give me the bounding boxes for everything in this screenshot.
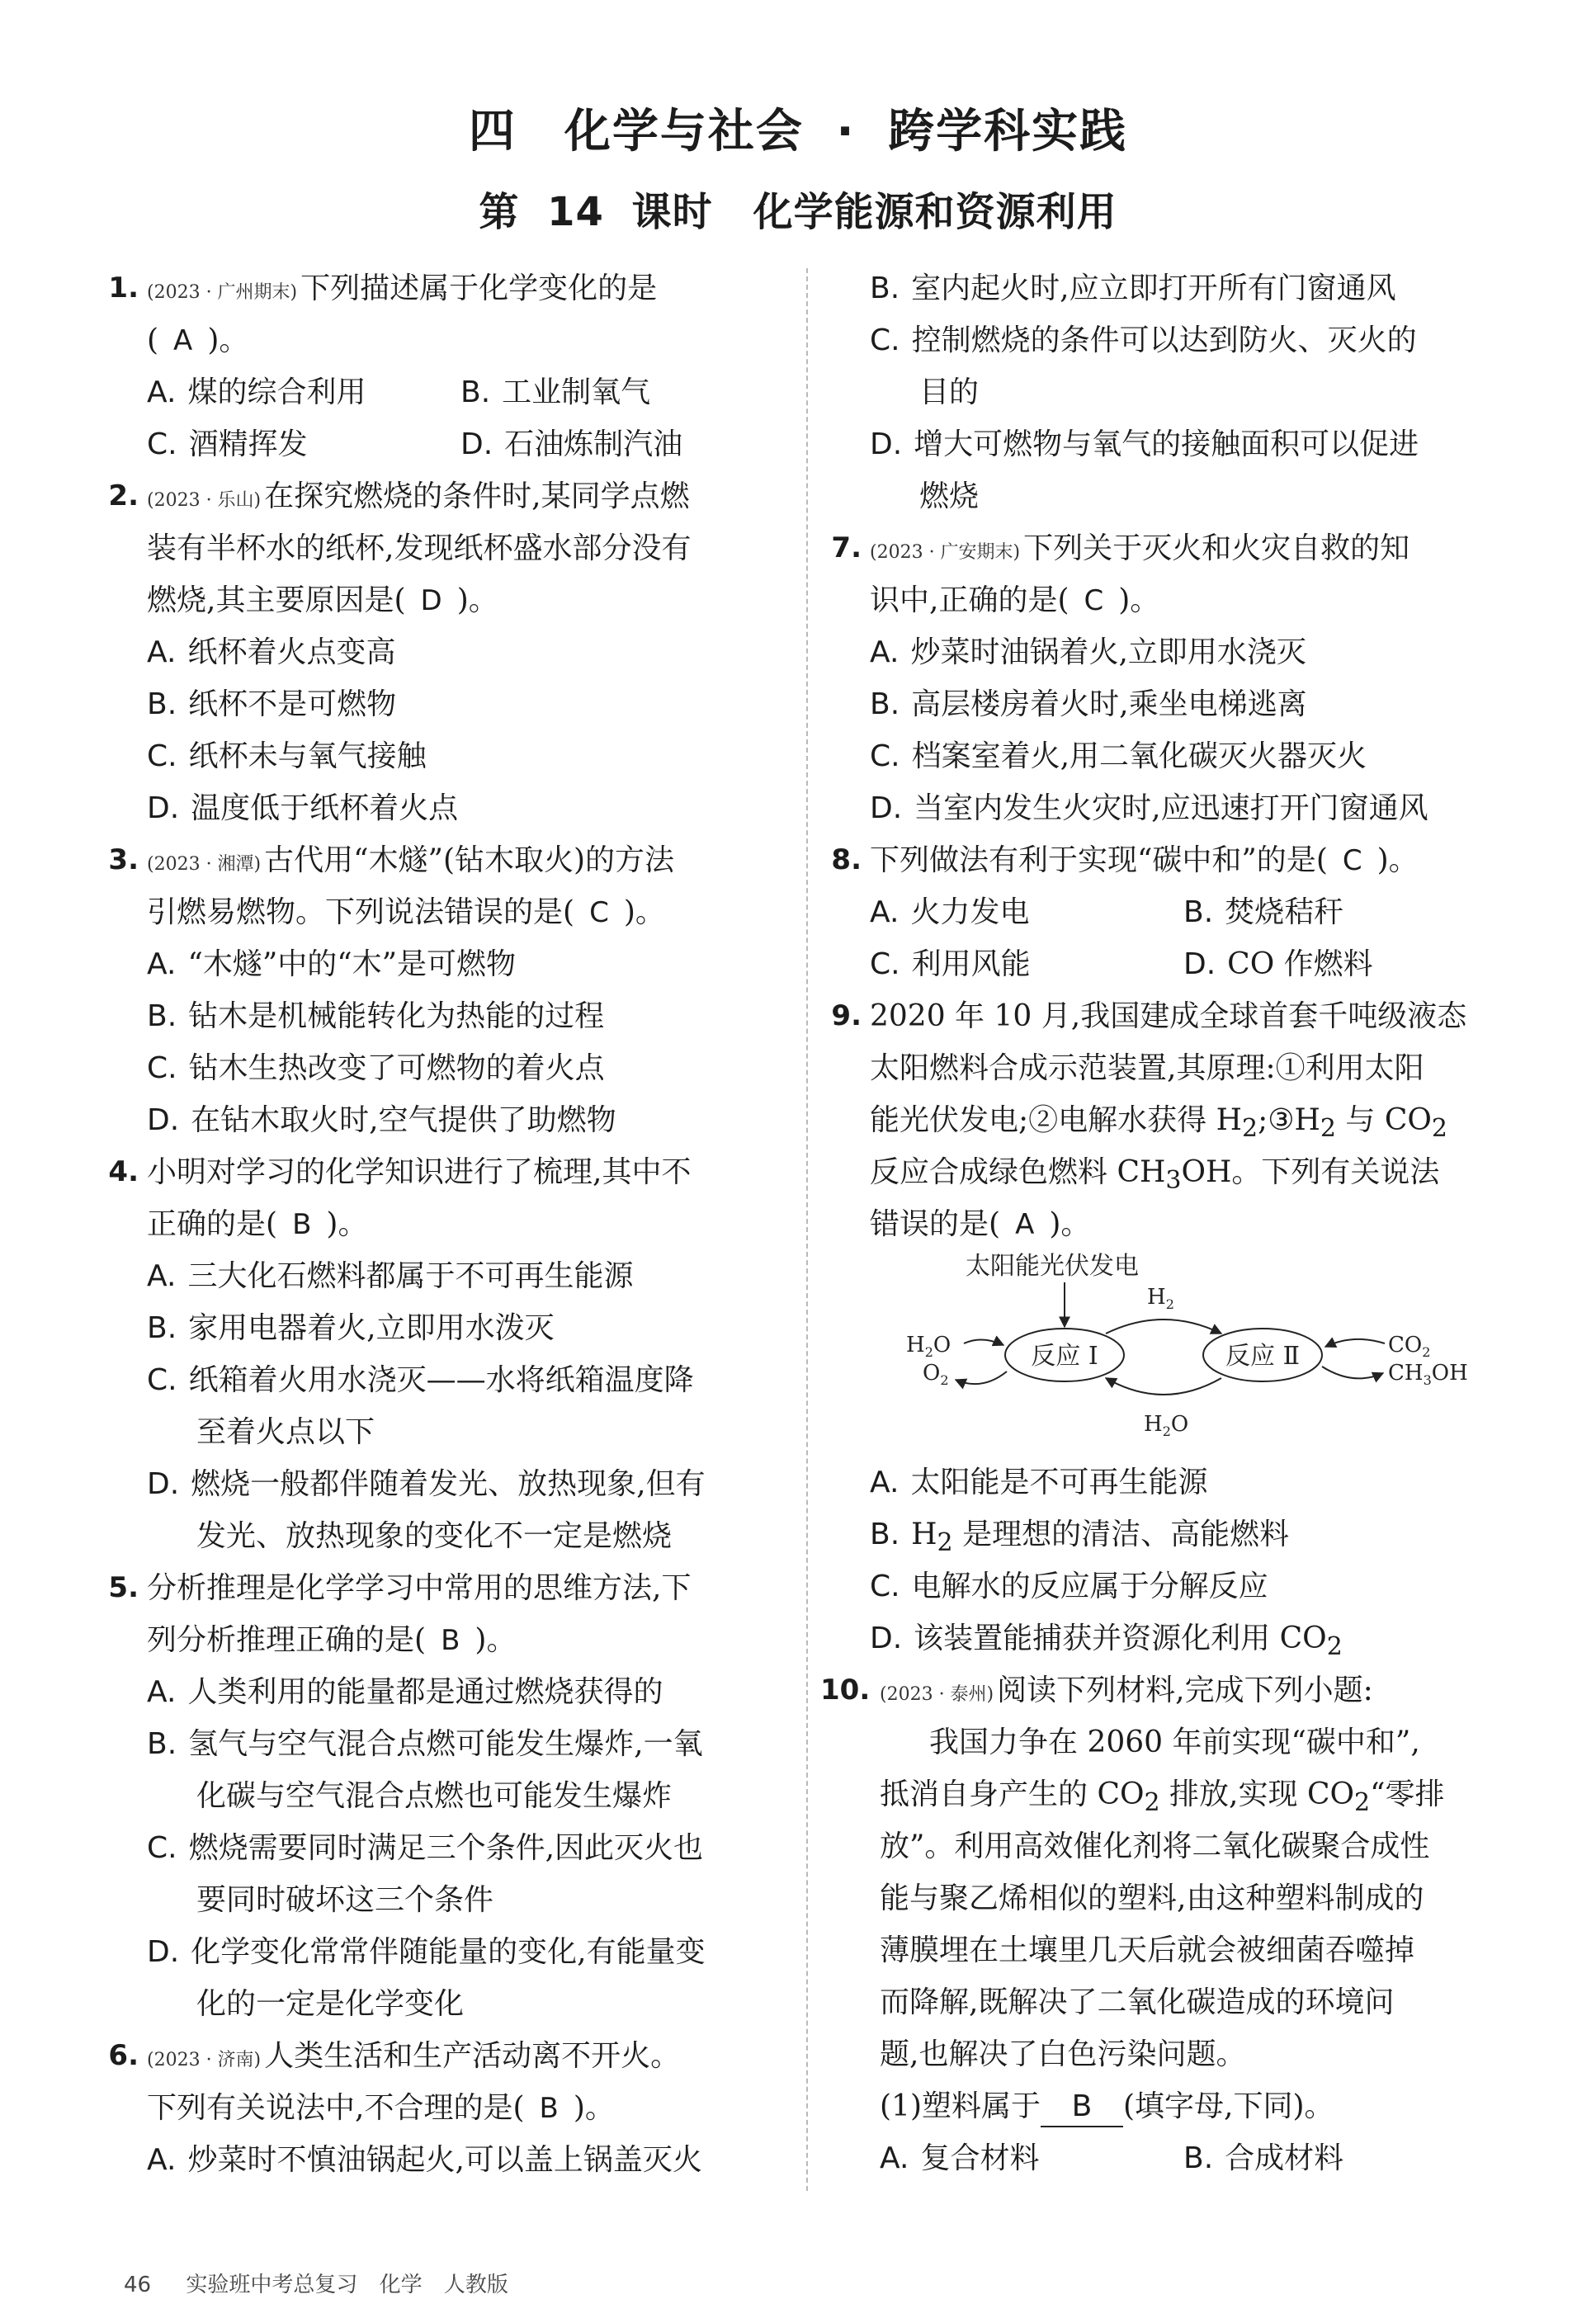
option-b: B. 高层楼房着火时,乘坐电梯逃离 — [870, 687, 1307, 721]
book-title: 实验班中考总复习 — [186, 2273, 358, 2297]
o2-output-label: $O_2$ — [923, 1361, 949, 1388]
answer: C — [1342, 844, 1362, 877]
question-source: (2023 · 广安期末) — [870, 542, 1021, 563]
h2-label: $H_2$ — [1147, 1285, 1174, 1312]
answer: C — [1084, 584, 1104, 617]
question-stem: 下列描述属于化学变化的是 — [300, 271, 658, 305]
reaction-2-label: 反应 Ⅱ — [1225, 1342, 1300, 1371]
answer: A — [1015, 1208, 1035, 1241]
question-stem: 列分析推理正确的是 — [147, 1623, 415, 1657]
option-a: A. 炒菜时不慎油锅起火,可以盖上锅盖灭火 — [147, 2143, 702, 2177]
question-stem: 下列有关说法中,不合理的是 — [147, 2091, 513, 2125]
question-source: (2023 · 乐山) — [147, 490, 262, 511]
option-b-continued: 化碳与空气混合点燃也可能发生爆炸 — [196, 1779, 673, 1813]
question-number: 5. — [108, 1571, 139, 1604]
option-b: B. $H_2$ 是理想的清洁、高能燃料 — [870, 1518, 1290, 1558]
question-number: 4. — [108, 1155, 139, 1188]
question-number: 3. — [108, 843, 139, 876]
subject: 化学 — [379, 2273, 423, 2297]
option-a: A. 煤的综合利用 — [147, 375, 366, 409]
h2o-return-arrow — [1106, 1378, 1221, 1395]
passage-line: 题,也解决了白色污染问题。 — [880, 2037, 1246, 2071]
question-source: (2023 · 广州期末) — [147, 282, 298, 303]
passage-line: 放”。利用高效催化剂将二氧化碳聚合成性 — [880, 1829, 1430, 1863]
reaction-flow-diagram — [900, 1248, 1527, 1438]
question-stem: 引燃易燃物。下列说法错误的是 — [147, 895, 564, 929]
option-c: C. 纸杯未与氧气接触 — [147, 739, 427, 773]
option-c-continued: 要同时破坏这三个条件 — [196, 1883, 494, 1917]
option-c: C. 钻木生热改变了可燃物的着火点 — [147, 1051, 605, 1085]
h2o-input-arrow — [964, 1339, 1003, 1345]
answer: B — [292, 1208, 312, 1241]
ch3oh-output-arrow — [1322, 1367, 1383, 1378]
question-stem: 太阳燃料合成示范装置,其原理:①利用太阳 — [870, 1051, 1424, 1085]
passage-line: 而降解,既解决了二氧化碳造成的环境问 — [880, 1985, 1395, 2019]
question-source: (2023 · 济南) — [147, 2050, 262, 2070]
option-d: D. 在钻木取火时,空气提供了助燃物 — [147, 1103, 616, 1137]
answer: B — [539, 2092, 559, 2125]
option-d: D. CO 作燃料 — [1183, 947, 1373, 981]
option-a: A. 人类利用的能量都是通过燃烧获得的 — [147, 1675, 663, 1709]
option-d: D. 温度低于纸杯着火点 — [147, 791, 459, 825]
question-stem: 小明对学习的化学知识进行了梳理,其中不 — [147, 1155, 692, 1189]
ch3oh-output-label: $CH_3OH$ — [1388, 1361, 1468, 1388]
option-b: B. 室内起火时,应立即打开所有门窗通风 — [870, 271, 1396, 305]
question-stem: 反应合成绿色燃料 $CH_3OH$。下列有关说法 — [870, 1155, 1440, 1196]
option-b: B. 氢气与空气混合点燃可能发生爆炸,一氧 — [147, 1727, 703, 1761]
co2-input-arrow — [1325, 1339, 1385, 1347]
o2-output-arrow — [956, 1371, 1007, 1384]
option-c: C. 控制燃烧的条件可以达到防火、灭火的 — [870, 323, 1417, 357]
option-c: C. 档案室着火,用二氧化碳灭火器灭火 — [870, 739, 1367, 773]
question-number: 6. — [108, 2039, 139, 2072]
question-number: 10. — [820, 1674, 871, 1707]
option-b: B. 工业制氧气 — [460, 375, 651, 409]
h2o-label: $H_2O$ — [1144, 1412, 1189, 1438]
option-d: D. 当室内发生火灾时,应迅速打开门窗通风 — [870, 791, 1428, 825]
passage-line: 我国力争在 2060 年前实现“碳中和”, — [929, 1726, 1420, 1759]
question-stem: 阅读下列材料,完成下列小题: — [997, 1674, 1373, 1707]
answer: B — [441, 1624, 460, 1657]
stem-end: 。 — [219, 323, 249, 357]
option-c-continued: 至着火点以下 — [196, 1415, 375, 1449]
option-a: A. “木燧”中的“木”是可燃物 — [147, 947, 517, 981]
lesson-title: 第 14 课时 化学能源和资源利用 — [479, 189, 1117, 235]
column-divider — [806, 268, 808, 2191]
option-a: A. 炒菜时油锅着火,立即用水浇灭 — [870, 635, 1306, 669]
question-stem: 燃烧,其主要原因是 — [147, 583, 394, 617]
question-source: (2023 · 湘潭) — [147, 854, 262, 875]
passage-line: 抵消自身产生的 $CO_2$ 排放,实现 $CO_2“$零排 — [880, 1777, 1445, 1818]
question-number: 8. — [831, 843, 862, 876]
option-a: A. 三大化石燃料都属于不可再生能源 — [147, 1259, 634, 1293]
page-footer — [124, 2268, 523, 2298]
answer-blank: B — [1041, 2088, 1123, 2127]
question-stem: 下列做法有利于实现“碳中和”的是 — [870, 843, 1316, 877]
option-c: C. 利用风能 — [870, 947, 1031, 981]
edition: 人教版 — [443, 2273, 508, 2297]
question-stem: 装有半杯水的纸杯,发现纸杯盛水部分没有 — [147, 531, 692, 565]
question-stem: 2020 年 10 月,我国建成全球首套千吨级液态 — [870, 999, 1467, 1033]
reaction-1-label: 反应 Ⅰ — [1031, 1342, 1098, 1371]
option-d: D. 增大可燃物与氧气的接触面积可以促进 — [870, 427, 1419, 461]
answer: D — [420, 584, 442, 617]
answer: A — [173, 324, 193, 357]
option-d: D. 化学变化常常伴随能量的变化,有能量变 — [147, 1935, 706, 1969]
unit-title: 四 化学与社会 · 跨学科实践 — [468, 105, 1128, 158]
solar-pv-label: 太阳能光伏发电 — [966, 1252, 1139, 1281]
option-c: C. 燃烧需要同时满足三个条件,因此灭火也 — [147, 1831, 704, 1865]
sub-question: (1)塑料属于 B (填字母,下同)。 — [880, 2080, 1513, 2132]
option-b: B. 合成材料 — [1183, 2141, 1344, 2175]
option-a: A. 火力发电 — [870, 895, 1030, 929]
option-d-continued: 化的一定是化学变化 — [196, 1987, 465, 2021]
question-number: 7. — [831, 531, 862, 564]
question-number: 9. — [831, 999, 862, 1032]
option-a: A. 太阳能是不可再生能源 — [870, 1466, 1208, 1499]
option-c: C. 酒精挥发 — [147, 427, 308, 461]
question-stem: 下列关于灭火和火灾自救的知 — [1023, 531, 1410, 565]
option-c: C. 电解水的反应属于分解反应 — [870, 1570, 1268, 1603]
question-number: 1. — [108, 271, 139, 305]
option-a: A. 复合材料 — [880, 2141, 1040, 2175]
option-b: B. 家用电器着火,立即用水泼灭 — [147, 1311, 555, 1345]
question-number: 2. — [108, 479, 139, 512]
option-d: D. 燃烧一般都伴随着发光、放热现象,但有 — [147, 1467, 706, 1501]
answer: C — [589, 896, 609, 929]
option-d: D. 石油炼制汽油 — [460, 427, 683, 461]
h2o-input-label: $H_2O$ — [906, 1333, 951, 1360]
option-c-continued: 目的 — [919, 375, 980, 409]
question-stem: 人类生活和生产活动离不开火。 — [264, 2039, 681, 2073]
passage-line: 薄膜埋在土壤里几天后就会被细菌吞噬掉 — [880, 1933, 1415, 1967]
question-stem: 能光伏发电;②电解水获得 $H_2;③H_2$ 与 $CO_2$ — [870, 1103, 1447, 1144]
question-stem: 正确的是 — [147, 1207, 267, 1241]
option-d: D. 该装置能捕获并资源化利用 $CO_2$ — [870, 1622, 1343, 1662]
question-stem: 错误的是 — [870, 1207, 989, 1241]
question-stem: 识中,正确的是 — [870, 583, 1058, 617]
option-d-continued: 发光、放热现象的变化不一定是燃烧 — [196, 1519, 673, 1553]
question-stem: 古代用“木燧”(钻木取火)的方法 — [264, 843, 675, 877]
option-b: B. 焚烧秸秆 — [1183, 895, 1344, 929]
question-source: (2023 · 泰州) — [880, 1684, 994, 1705]
page-number: 46 — [124, 2273, 152, 2297]
option-c: C. 纸箱着火用水浇灭——水将纸箱温度降 — [147, 1363, 694, 1397]
option-b: B. 钻木是机械能转化为热能的过程 — [147, 999, 605, 1033]
h2-arrow — [1106, 1320, 1221, 1334]
option-d-continued: 燃烧 — [919, 479, 980, 513]
passage-line: 能与聚乙烯相似的塑料,由这种塑料制成的 — [880, 1881, 1424, 1915]
option-a: A. 纸杯着火点变高 — [147, 635, 396, 669]
co2-input-label: $CO_2$ — [1388, 1333, 1431, 1360]
question-stem: 分析推理是化学学习中常用的思维方法,下 — [147, 1571, 692, 1605]
option-b: B. 纸杯不是可燃物 — [147, 687, 397, 721]
question-stem: 在探究燃烧的条件时,某同学点燃 — [264, 479, 690, 513]
